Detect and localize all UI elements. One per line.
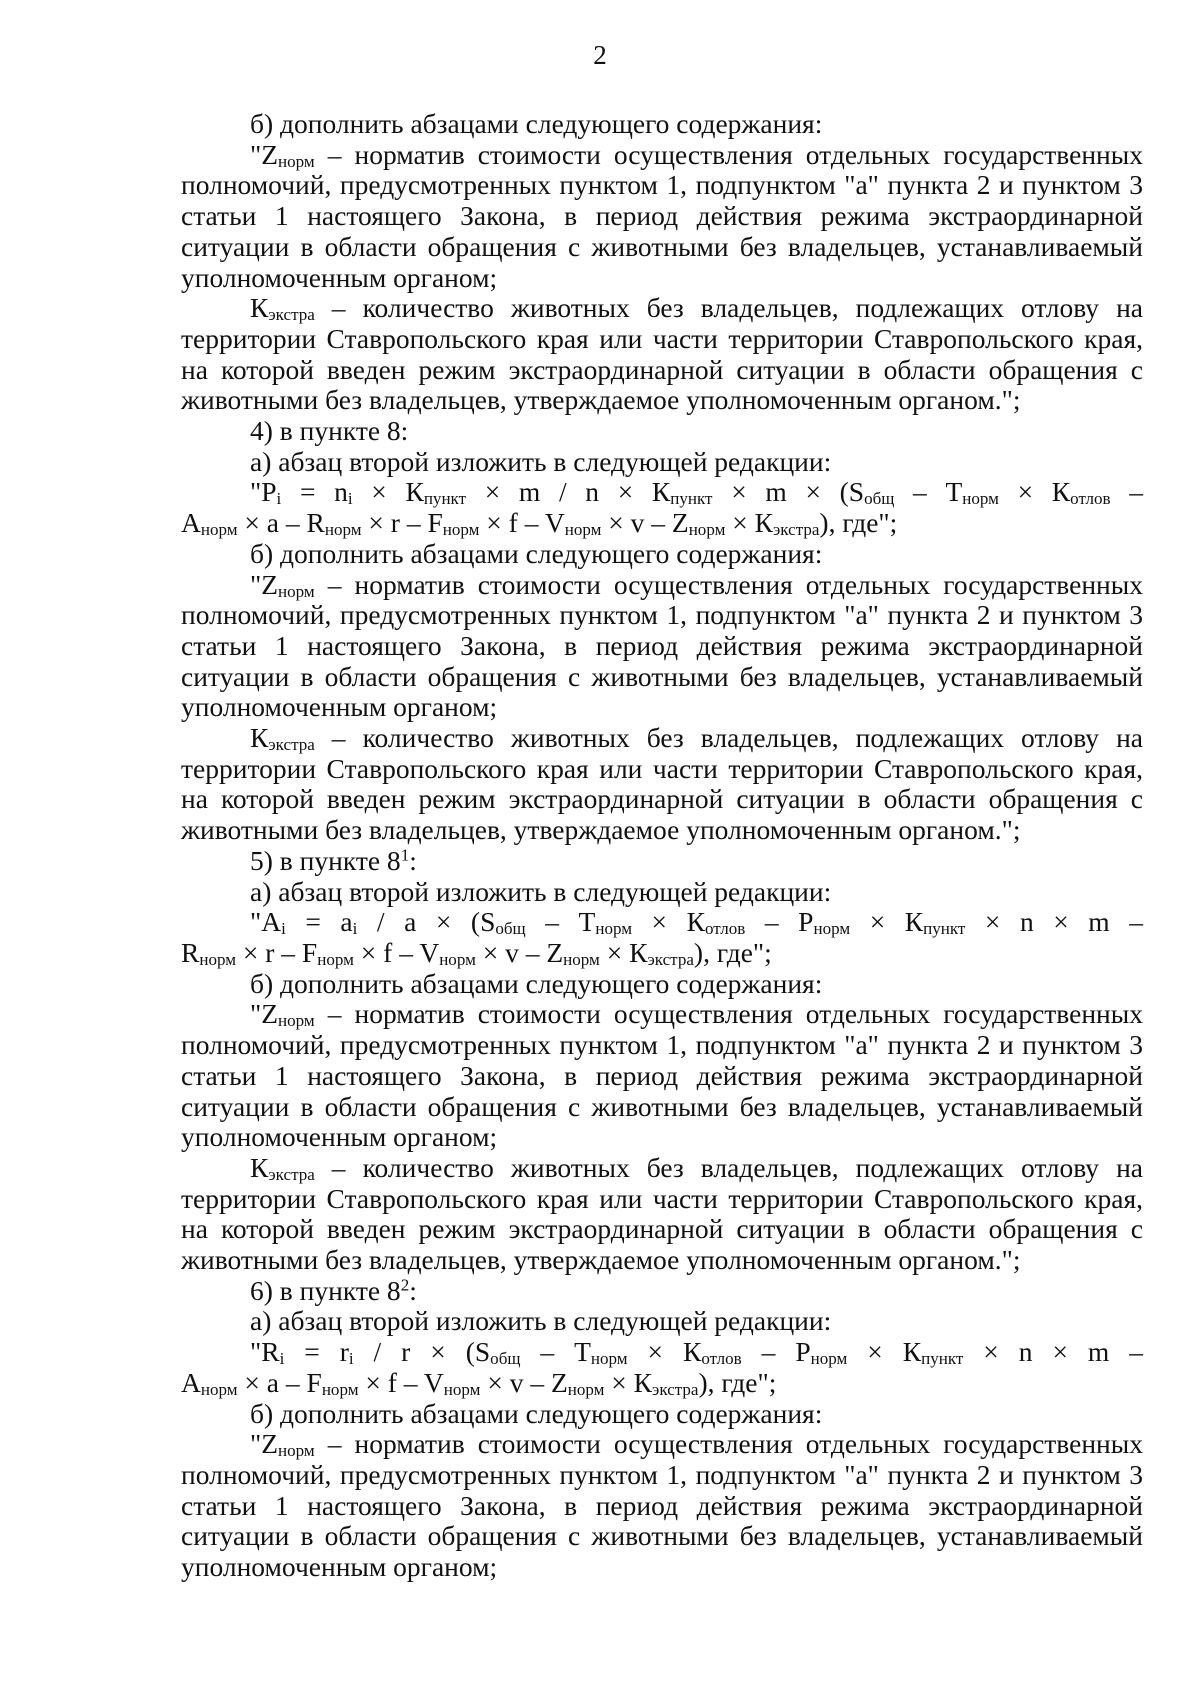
formula-text: × v – Z <box>601 507 689 539</box>
formula-subscript: норм <box>199 950 237 970</box>
formula-subscript: i <box>348 1349 354 1369</box>
formula-text: × К <box>627 1336 702 1368</box>
formula-text: – P <box>741 1336 811 1368</box>
formula-subscript: норм <box>813 919 851 939</box>
formula-subscript: i <box>279 1349 285 1369</box>
formula-subscript: норм <box>317 950 354 970</box>
formula-text: "A <box>250 906 282 938</box>
formula-text: × m × (S <box>712 476 865 508</box>
z-norm-definition: "$Z_{норм}$ – норматив стоимости осуществления отдельных государственных полномочий, предусмотренных пунктом 1, подпунктом "а" пункта 2 и пунктом 3 статьи 1 настоящего Закона, в период действия режима экстраординарной ситуации в области обращения с животными без владельцев, устанавливаемый уполномоченным органом; <box>181 1428 1143 1583</box>
formula-subscript: норм <box>563 950 600 970</box>
formula-text: × v – Z <box>480 1366 568 1398</box>
formula-text: "R <box>250 1336 280 1368</box>
formula-text: ), где"; <box>698 1366 777 1398</box>
formula-subscript: норм <box>810 1349 848 1369</box>
formula-subscript: норм <box>688 520 726 540</box>
formula-text: × r – F <box>236 936 318 968</box>
formula-text: – Т <box>894 476 963 508</box>
k-extra-definition: $К_{экстра}$ – количество животных без владельцев, подлежащих отлову на территории Ставропольского края или части территории Ставропольского края, на которой введен режим экстраординарной ситуации в области обращения с животными без владельцев, утверждаемое уполномоченным органом."; <box>181 1151 1143 1276</box>
b-intro-paragraph: б) дополнить абзацами следующего содержания: <box>250 537 823 569</box>
formula-a-line-1 <box>181 907 1143 938</box>
formula-text: ), где"; <box>693 936 772 968</box>
formula-text: × К <box>632 906 705 938</box>
formula-text: × m / n × К <box>466 476 671 508</box>
formula-subscript: норм <box>321 1379 359 1399</box>
formula-subscript: i <box>352 919 358 939</box>
a-intro-paragraph: а) абзац второй изложить в следующей редакции: <box>250 445 832 477</box>
formula-subscript: общ <box>495 919 526 939</box>
a-intro-paragraph: а) абзац второй изложить в следующей редакции: <box>250 875 832 907</box>
formula-text: × f – V <box>479 507 565 539</box>
formula-subscript: i <box>276 489 282 509</box>
formula-r-line-2 <box>181 1368 1143 1399</box>
formula-subscript: пункт <box>921 1349 964 1369</box>
formula-text: = r <box>284 1336 349 1368</box>
formula-r-line-1 <box>181 1337 1143 1368</box>
formula-text: × a – F <box>237 1366 322 1398</box>
formula-text: × n × m – <box>965 906 1143 938</box>
k-extra-definition: $К_{экстра}$ – количество животных без владельцев, подлежащих отлову на территории Ставропольского края или части территории Ставропольского края, на которой введен режим экстраординарной ситуации в области обращения с животными без владельцев, утверждаемое уполномоченным органом."; <box>181 722 1143 846</box>
formula-text: × r – F <box>361 507 443 539</box>
formula-text: × К <box>599 936 648 968</box>
formula-subscript: норм <box>442 520 480 540</box>
document-body <box>181 109 1143 1583</box>
formula-subscript: норм <box>200 520 238 540</box>
formula-subscript: норм <box>962 489 999 509</box>
formula-subscript: экстра <box>772 520 820 540</box>
formula-subscript: i <box>347 489 353 509</box>
formula-text: × К <box>998 476 1071 508</box>
formula-subscript: норм <box>590 1349 628 1369</box>
z-norm-definition: "$Z_{норм}$ – норматив стоимости осуществления отдельных государственных полномочий, предусмотренных пунктом 1, подпунктом "а" пункта 2 и пунктом 3 статьи 1 настоящего Закона, в период действия режима экстраординарной ситуации в области обращения с животными без владельцев, устанавливаемый уполномоченным органом; <box>181 568 1143 723</box>
formula-text: / r × (S <box>353 1336 491 1368</box>
formula-text: × a – R <box>237 507 325 539</box>
formula-text: = a <box>285 906 353 938</box>
formula-subscript: отлов <box>701 1349 742 1369</box>
formula-text: A <box>181 1366 201 1398</box>
formula-subscript: норм <box>443 1379 481 1399</box>
page-number: 2 <box>593 40 607 70</box>
formula-text: – Т <box>520 1336 591 1368</box>
formula-subscript: пункт <box>423 489 467 509</box>
formula-text: × f – V <box>358 1366 444 1398</box>
item-5-heading: 5) в пункте $8^1$: <box>250 844 417 876</box>
formula-text: × f – V <box>353 936 440 968</box>
b-intro-paragraph: б) дополнить абзацами следующего содержания: <box>250 1397 823 1429</box>
z-norm-definition: "$Z_{норм}$ – норматив стоимости осуществления отдельных государственных полномочий, предусмотренных пунктом 1, подпунктом "а" пункта 2 и пунктом 3 статьи 1 настоящего Закона, в период действия режима экстраординарной ситуации в области обращения с животными без владельцев, устанавливаемый уполномоченным органом; <box>181 998 1143 1153</box>
b-intro-paragraph: б) дополнить абзацами следующего содержания: <box>250 967 823 999</box>
formula-text: – Т <box>525 906 596 938</box>
formula-text: – <box>1110 476 1143 508</box>
formula-text: × К <box>352 476 424 508</box>
formula-subscript: i <box>281 919 286 939</box>
formula-subscript: пункт <box>923 919 966 939</box>
k-extra-definition: $К_{экстра}$ – количество животных без владельцев, подлежащих отлову на территории Ставропольского края или части территории Ставропольского края, на которой введен режим экстраординарной ситуации в области обращения с животными без владельцев, утверждаемое уполномоченным органом."; <box>181 292 1143 416</box>
z-norm-definition: "$Z_{норм}$ – норматив стоимости осуществления отдельных государственных полномочий, предусмотренных пунктом 1, подпунктом "а" пункта 2 и пунктом 3 статьи 1 настоящего Закона, в период действия режима экстраординарной ситуации в области обращения с животными без владельцев, устанавливаемый уполномоченным органом; <box>181 138 1143 293</box>
formula-subscript: пункт <box>670 489 713 509</box>
formula-text: ), где"; <box>819 507 898 539</box>
formula-subscript: экстра <box>647 950 694 970</box>
formula-text: = n <box>281 476 348 508</box>
formula-subscript: норм <box>200 1379 238 1399</box>
formula-subscript: общ <box>864 489 895 509</box>
formula-subscript: норм <box>439 950 476 970</box>
b-intro-paragraph: б) дополнить абзацами следующего содержания: <box>250 108 823 139</box>
formula-text: "P <box>250 476 277 508</box>
formula-subscript: норм <box>564 520 602 540</box>
formula-text: A <box>181 507 201 539</box>
formula-subscript: общ <box>490 1349 521 1369</box>
formula-text: / a × (S <box>357 906 496 938</box>
item-6-heading: 6) в пункте $8^2$: <box>250 1274 417 1306</box>
item-4-heading: 4) в пункте 8: <box>250 415 409 447</box>
formula-text: × К <box>725 507 773 539</box>
formula-text: – P <box>745 906 814 938</box>
formula-p-line-1 <box>181 477 1143 508</box>
formula-subscript: норм <box>567 1379 605 1399</box>
a-intro-paragraph: а) абзац второй изложить в следующей редакции: <box>250 1305 832 1337</box>
formula-a-line-2 <box>181 938 1143 969</box>
formula-subscript: отлов <box>704 919 746 939</box>
formula-text: × К <box>850 906 924 938</box>
formula-text: × К <box>604 1366 653 1398</box>
formula-p-line-2 <box>181 508 1143 539</box>
formula-subscript: экстра <box>652 1379 699 1399</box>
formula-text: R <box>181 936 200 968</box>
formula-text: × n × m – <box>963 1336 1143 1368</box>
formula-subscript: норм <box>595 919 632 939</box>
formula-subscript: отлов <box>1070 489 1111 509</box>
formula-text: × К <box>847 1336 922 1368</box>
formula-text: × v – Z <box>475 936 564 968</box>
formula-subscript: норм <box>324 520 362 540</box>
